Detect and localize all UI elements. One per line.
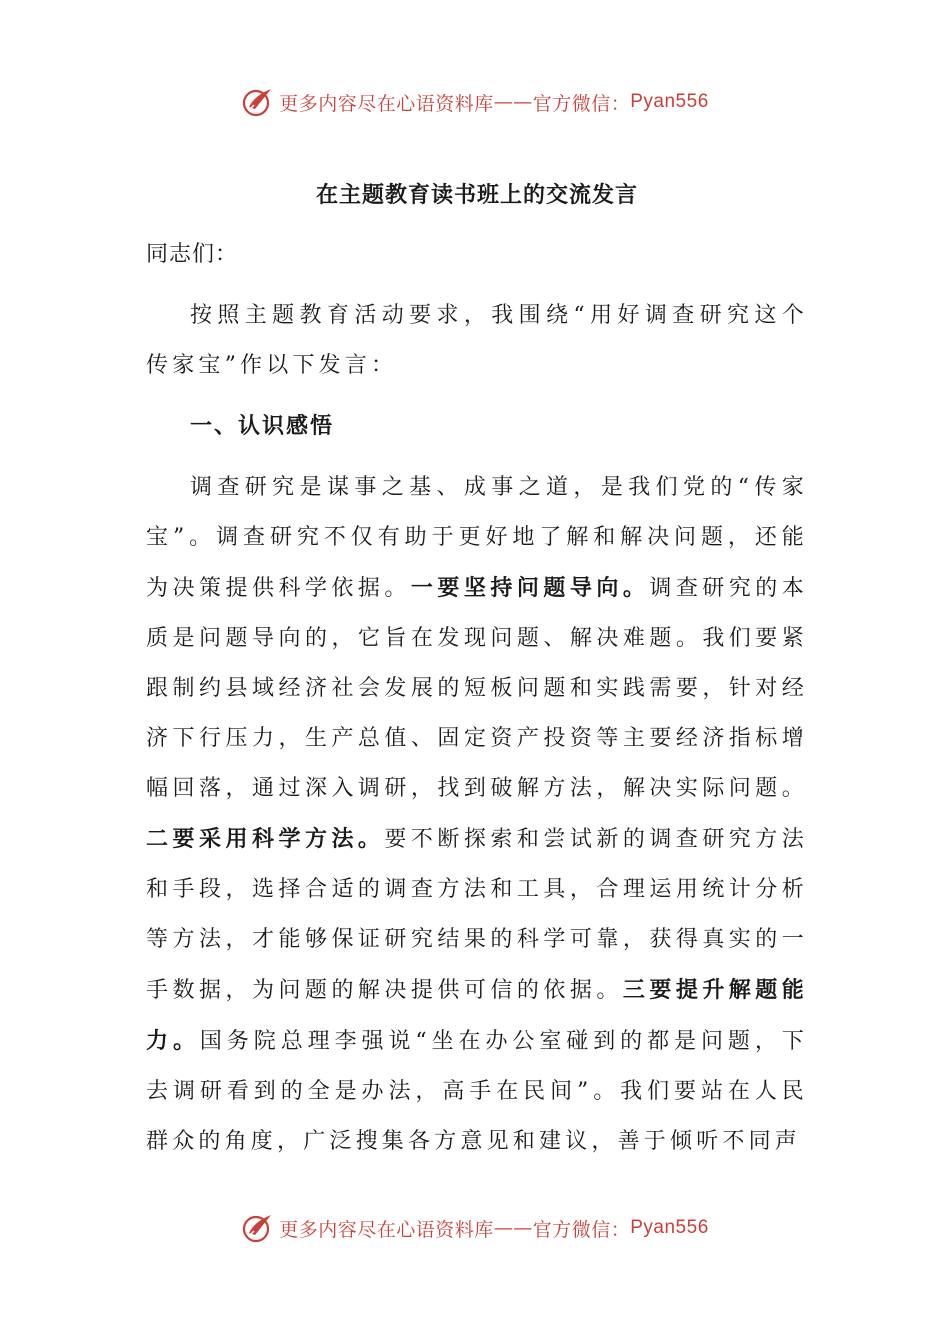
header-banner — [0, 82, 950, 122]
section-heading: 一、认识感悟 — [190, 413, 335, 439]
point2-title: 二要采用科学方法。 — [146, 826, 385, 852]
intro-paragraph: 按照主题教育活动要求，我围绕“用好调查研究这个传家宝”作以下发言： — [146, 303, 808, 378]
document-title: 在主题教育读书班上的交流发言 — [315, 182, 638, 208]
pen-nib-logo-icon — [241, 1211, 275, 1245]
point1-title: 一要坚持问题导向。 — [410, 575, 650, 601]
body-lead: 调查研究是谋事之基、成事之道，是我们党的“传家宝”。调查研究不仅有助于更好地了解和解决问题，还能为决策提供科学依据。 — [146, 475, 808, 601]
banner-wechat-label: 官方微信： — [532, 1218, 631, 1241]
document-body — [146, 175, 808, 1167]
point1-text: 调查研究的本质是问题导向的，它旨在发现问题、解决难题。我们要紧跟制约县域经济社会发展的短板问题和实践需要，针对经济下行压力，生产总值、固定资产投资等主要经济指标增幅回落，通过深入调研，找到破解方法，解决实际问题。 — [146, 576, 808, 801]
footer-banner — [0, 1208, 950, 1248]
banner-wechat-id: Pyan556 — [630, 1217, 709, 1238]
banner-dash: —— — [493, 1217, 533, 1239]
point3-title: 三要提升解题能力。 — [146, 977, 808, 1054]
salutation: 同志们： — [146, 242, 239, 267]
pen-nib-logo-icon — [241, 85, 275, 119]
banner-dash: —— — [493, 91, 533, 113]
banner-site-text: 更多内容尽在心语资料库 — [279, 1218, 494, 1241]
banner-site-text: 更多内容尽在心语资料库 — [279, 92, 494, 115]
point3-text: 国务院总理李强说“坐在办公室碰到的都是问题，下去调研看到的全是办法，高手在民间”。我们要站在人民群众的角度，广泛搜集各方意见和建议，善于倾听不同声 — [146, 1029, 808, 1154]
banner-wechat-id: Pyan556 — [630, 91, 709, 112]
point2-text: 要不断探索和尝试新的调查研究方法和手段，选择合适的调查方法和工具，合理运用统计分析等方法，才能够保证研究结果的科学可靠，获得真实的一手数据，为问题的解决提供可信的依据。 — [146, 827, 808, 1003]
banner-wechat-label: 官方微信： — [532, 92, 631, 115]
body-paragraph — [146, 463, 808, 1167]
